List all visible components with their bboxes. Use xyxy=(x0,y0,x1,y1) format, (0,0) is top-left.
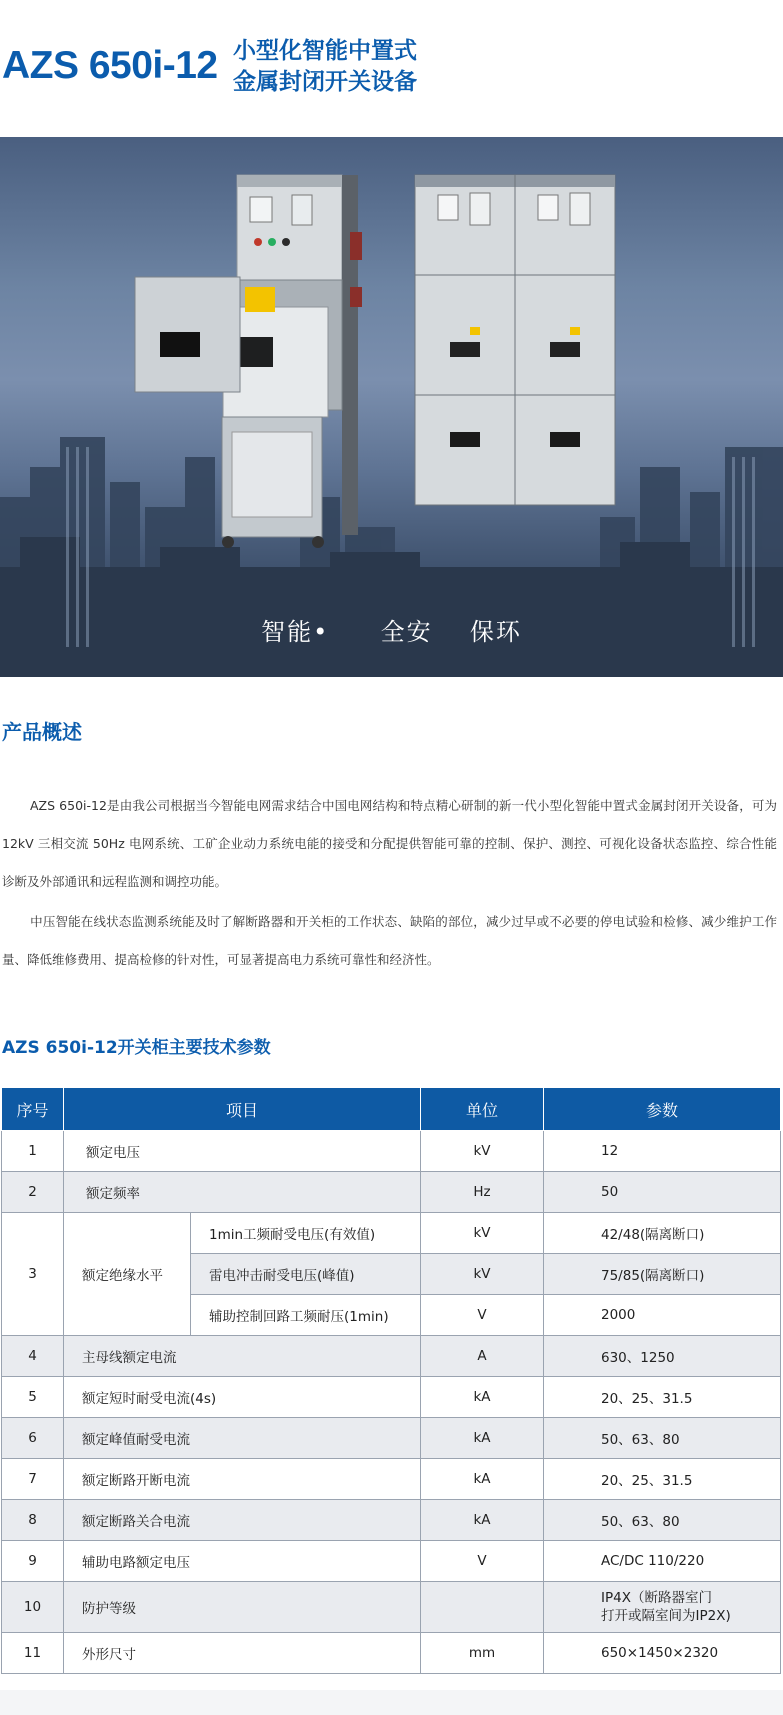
table-header-row xyxy=(2,1088,781,1131)
slogan-word-3: 保环 xyxy=(469,618,522,646)
header-item: 项目 xyxy=(64,1088,421,1131)
product-model: AZS 650i-12 xyxy=(2,44,218,87)
overview-paragraph-1: AZS 650i-12是由我公司根据当今智能电网需求结合中国电网结构和特点精心研制的新一代小型化智能中置式金属封闭开关设备，可为12kV 三相交流 50Hz 电网系统、工矿企业动力系统电能的接受和分配提供智能可靠的控制、保护、测控、可视化设备状态监控、综合性能诊断及外部通讯和远程监测和调控功能。 xyxy=(2,798,777,889)
hero-illustration xyxy=(0,137,783,677)
product-subtitle xyxy=(233,36,417,98)
overview-paragraph-2: 中压智能在线状态监测系统能及时了解断路器和开关柜的工作状态、缺陷的部位，减少过早或不必要的停电试验和检修、减少维护工作量、降低维修费用、提高检修的针对性，可显著提高电力系统可靠性和经济性。 xyxy=(2,914,777,967)
table-row: 辅助控制回路工频耐压(1min) V 2000 xyxy=(2,1295,781,1336)
slogan-word-2: 全安 xyxy=(380,618,433,646)
table-row: 3 额定绝缘水平 1min工频耐受电压(有效值) kV 42/48(隔离断口) xyxy=(2,1213,781,1254)
table-row: 5 额定短时耐受电流(4s) kA 20、25、31.5 xyxy=(2,1377,781,1418)
protection-value-line-2: 打开或隔室间为IP2X) xyxy=(601,1608,731,1624)
params-table xyxy=(1,1087,781,1674)
subtitle-line-1: 小型化智能中置式 xyxy=(233,38,417,64)
header-value: 参数 xyxy=(544,1088,781,1131)
table-row: 7 额定断路开断电流 kA 20、25、31.5 xyxy=(2,1459,781,1500)
page-footer-strip xyxy=(0,1690,783,1715)
params-heading: AZS 650i-12开关柜主要技术参数 xyxy=(2,1038,271,1058)
overview-heading: 产品概述 xyxy=(2,720,82,744)
table-row: 2 额定频率 Hz 50 xyxy=(2,1172,781,1213)
closed-cabinets xyxy=(415,175,615,505)
table-row: 11 外形尺寸 mm 650×1450×2320 xyxy=(2,1633,781,1674)
page-header xyxy=(0,0,783,135)
hero-slogan xyxy=(0,612,783,647)
table-row: 4 主母线额定电流 A 630、1250 xyxy=(2,1336,781,1377)
slogan-word-1: 智能• xyxy=(261,618,330,646)
header-no: 序号 xyxy=(2,1088,64,1131)
hero-banner xyxy=(0,137,783,677)
table-row: 6 额定峰值耐受电流 kA 50、63、80 xyxy=(2,1418,781,1459)
table-row: 10 防护等级 IP4X（断路器室门 打开或隔室间为IP2X) xyxy=(2,1582,781,1633)
open-cabinet xyxy=(135,175,362,548)
table-row: 雷电冲击耐受电压(峰值) kV 75/85(隔离断口) xyxy=(2,1254,781,1295)
subtitle-line-2: 金属封闭开关设备 xyxy=(233,69,417,95)
table-row: 1 额定电压 kV 12 xyxy=(2,1131,781,1172)
table-row: 8 额定断路关合电流 kA 50、63、80 xyxy=(2,1500,781,1541)
table-row: 9 辅助电路额定电压 V AC/DC 110/220 xyxy=(2,1541,781,1582)
header-unit: 单位 xyxy=(421,1088,544,1131)
protection-value-line-1: IP4X（断路器室门 xyxy=(601,1590,712,1606)
